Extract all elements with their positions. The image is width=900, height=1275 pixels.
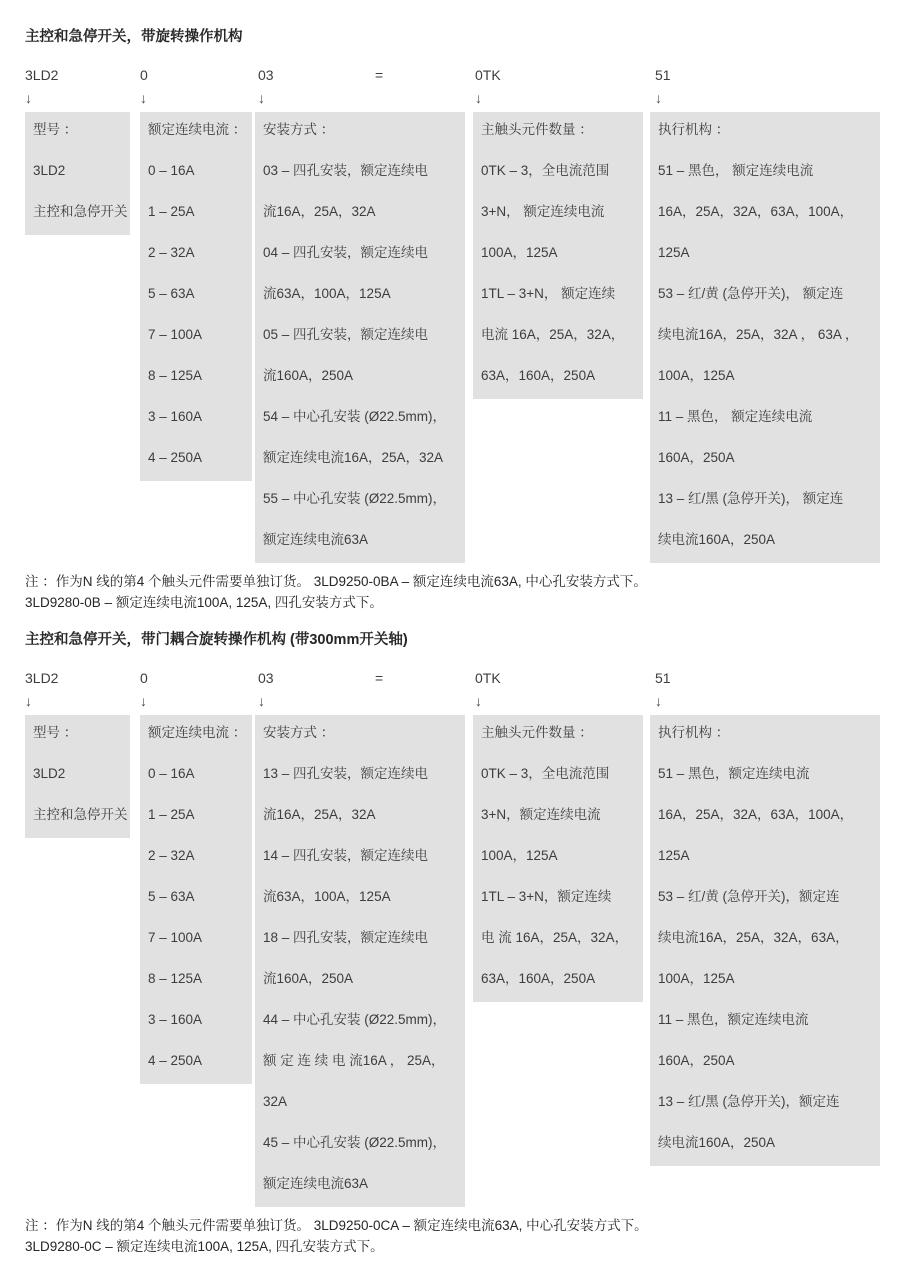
column-line: 额定连续电流63A [263, 1176, 369, 1191]
code-value: 0TK [475, 670, 501, 686]
code-part [375, 669, 383, 687]
code-row [25, 66, 880, 112]
code-value: 3LD2 [25, 67, 59, 83]
column-line: 额 定 连 续 电 流16A ， 25A， [263, 1053, 445, 1068]
column-line: 0TK – 3，全电流范围 [481, 163, 610, 178]
code-row [25, 669, 880, 715]
column-line: 100A，125A [481, 848, 558, 863]
column-line: 额定连续电流16A，25A，32A [263, 450, 444, 465]
column-line: 0 – 16A [148, 163, 195, 178]
legend-column-model [25, 715, 130, 838]
code-part [655, 669, 671, 710]
column-line: 04 – 四孔安装，额定连续电 [263, 245, 429, 260]
section-title: 主控和急停开关，带旋转操作机构 [25, 29, 243, 45]
code-part [475, 669, 501, 710]
column-line: 100A，125A [658, 971, 735, 986]
column-line: 电 流 16A，25A，32A， [481, 930, 629, 945]
code-part [140, 669, 148, 710]
column-line: 3 – 160A [148, 409, 203, 424]
down-arrow-icon: ↓ [475, 693, 482, 709]
code-part [475, 66, 501, 107]
column-line: 电流 16A，25A，32A， [481, 327, 625, 342]
column-line: 1 – 25A [148, 204, 195, 219]
column-line: 16A，25A，32A，63A，100A， [658, 807, 854, 822]
column-line: 11 – 黑色， 额定连续电流 [658, 409, 813, 424]
legend-column-model [25, 112, 130, 235]
note-line: 3LD9280-0C – 额定连续电流100A, 125A, 四孔安装方式下。 [25, 1239, 384, 1254]
column-line: 18 – 四孔安装，额定连续电 [263, 930, 429, 945]
column-line: 1TL – 3+N，额定连续 [481, 889, 612, 904]
column-line: 5 – 63A [148, 889, 195, 904]
column-line: 主控和急停开关 [33, 807, 128, 822]
column-line: 3 – 160A [148, 1012, 203, 1027]
legend-column-mounting-type [255, 112, 465, 563]
column-line: 51 – 黑色， 额定连续电流 [658, 163, 814, 178]
down-arrow-icon: ↓ [140, 90, 147, 106]
legend-column-rated-current [140, 715, 252, 1084]
column-line: 流16A，25A，32A [263, 204, 376, 219]
column-header: 安装方式 ： [263, 725, 335, 740]
column-line: 13 – 红/黑 (急停开关)， 额定连 [658, 491, 844, 506]
column-line: 3LD2 [33, 766, 66, 781]
code-value: 03 [258, 670, 274, 686]
column-header: 安装方式 ： [263, 122, 335, 137]
column-header: 执行机构 ： [658, 725, 730, 740]
column-line: 14 – 四孔安装，额定连续电 [263, 848, 429, 863]
column-line: 11 – 黑色，额定连续电流 [658, 1012, 809, 1027]
column-line: 03 – 四孔安装，额定连续电 [263, 163, 429, 178]
code-part [140, 66, 148, 107]
note-line: 3LD9280-0B – 额定连续电流100A, 125A, 四孔安装方式下。 [25, 595, 383, 610]
column-header: 额定连续电流 ： [148, 122, 247, 137]
column-line: 流160A，250A [263, 368, 354, 383]
code-value: 3LD2 [25, 670, 59, 686]
column-line: 100A，125A [481, 245, 558, 260]
column-line: 流16A，25A，32A [263, 807, 376, 822]
column-line: 05 – 四孔安装，额定连续电 [263, 327, 429, 342]
column-line: 160A，250A [658, 1053, 735, 1068]
column-line: 流63A，100A，125A [263, 286, 391, 301]
column-line: 54 – 中心孔安装 (Ø22.5mm)， [263, 409, 447, 424]
column-line: 63A，160A，250A [481, 368, 596, 383]
code-part [375, 66, 383, 84]
down-arrow-icon: ↓ [258, 90, 265, 106]
column-line: 7 – 100A [148, 930, 203, 945]
code-part [25, 66, 58, 107]
column-line: 3LD2 [33, 163, 66, 178]
column-line: 44 – 中心孔安装 (Ø22.5mm)， [263, 1012, 447, 1027]
note-line: 注 ：作为N 线的第4 个触头元件需要单独订货。 3LD9250-0BA – 额定连续电流63A, 中心孔安装方式下。 [25, 574, 647, 589]
code-value: 0 [140, 670, 148, 686]
column-line: 1 – 25A [148, 807, 195, 822]
column-line: 160A，250A [658, 450, 735, 465]
column-line: 续电流160A，250A [658, 1135, 776, 1150]
note-line: 注 ：作为N 线的第4 个触头元件需要单独订货。 3LD9250-0CA – 额定连续电流63A, 中心孔安装方式下。 [25, 1218, 648, 1233]
section-notes [25, 1215, 880, 1257]
column-line: 0 – 16A [148, 766, 195, 781]
code-part [655, 66, 671, 107]
column-line: 续电流16A，25A，32A ， 63A ， [658, 327, 859, 342]
code-part [258, 669, 274, 710]
code-part [25, 669, 58, 710]
code-value: 0TK [475, 67, 501, 83]
column-line: 7 – 100A [148, 327, 203, 342]
column-line: 13 – 红/黑 (急停开关)，额定连 [658, 1094, 840, 1109]
code-value: = [375, 67, 384, 83]
code-value: 03 [258, 67, 274, 83]
down-arrow-icon: ↓ [655, 693, 662, 709]
order-code-section [25, 28, 880, 613]
legend-column-main-contact-count [473, 112, 643, 399]
column-line: 3+N，额定连续电流 [481, 807, 601, 822]
column-line: 2 – 32A [148, 245, 195, 260]
column-line: 5 – 63A [148, 286, 195, 301]
column-header: 型号 ： [33, 122, 78, 137]
column-line: 4 – 250A [148, 450, 203, 465]
column-line: 13 – 四孔安装，额定连续电 [263, 766, 429, 781]
legend-columns [25, 715, 880, 1207]
code-value: 51 [655, 670, 671, 686]
column-line: 16A，25A，32A，63A，100A， [658, 204, 854, 219]
down-arrow-icon: ↓ [258, 693, 265, 709]
legend-column-rated-current [140, 112, 252, 481]
down-arrow-icon: ↓ [25, 90, 32, 106]
column-line: 32A [263, 1094, 288, 1109]
legend-columns [25, 112, 880, 563]
code-value: 0 [140, 67, 148, 83]
column-line: 125A [658, 848, 690, 863]
column-header: 额定连续电流 ： [148, 725, 247, 740]
column-line: 3+N， 额定连续电流 [481, 204, 605, 219]
column-line: 63A，160A，250A [481, 971, 596, 986]
section-title: 主控和急停开关，带门耦合旋转操作机构 (带300mm开关轴) [25, 632, 408, 648]
code-value: = [375, 670, 384, 686]
order-code-section [25, 631, 880, 1257]
legend-column-actuator [650, 715, 880, 1166]
column-line: 53 – 红/黄 (急停开关)，额定连 [658, 889, 840, 904]
column-line: 续电流16A，25A，32A，63A， [658, 930, 849, 945]
column-line: 1TL – 3+N， 额定连续 [481, 286, 616, 301]
column-line: 53 – 红/黄 (急停开关)， 额定连 [658, 286, 844, 301]
column-line: 流63A，100A，125A [263, 889, 391, 904]
column-line: 51 – 黑色，额定连续电流 [658, 766, 810, 781]
down-arrow-icon: ↓ [25, 693, 32, 709]
column-header: 执行机构 ： [658, 122, 730, 137]
legend-column-main-contact-count [473, 715, 643, 1002]
column-header: 型号 ： [33, 725, 78, 740]
column-header: 主触头元件数量 ： [481, 122, 593, 137]
column-line: 流160A，250A [263, 971, 354, 986]
down-arrow-icon: ↓ [475, 90, 482, 106]
column-line: 主控和急停开关 [33, 204, 128, 219]
column-line: 额定连续电流63A [263, 532, 369, 547]
section-notes [25, 571, 880, 613]
down-arrow-icon: ↓ [655, 90, 662, 106]
code-value: 51 [655, 67, 671, 83]
code-part [258, 66, 274, 107]
legend-column-actuator [650, 112, 880, 563]
column-line: 续电流160A，250A [658, 532, 776, 547]
column-line: 125A [658, 245, 690, 260]
down-arrow-icon: ↓ [140, 693, 147, 709]
column-line: 8 – 125A [148, 368, 203, 383]
column-line: 2 – 32A [148, 848, 195, 863]
column-line: 45 – 中心孔安装 (Ø22.5mm)， [263, 1135, 447, 1150]
column-line: 55 – 中心孔安装 (Ø22.5mm)， [263, 491, 447, 506]
column-line: 4 – 250A [148, 1053, 203, 1068]
column-header: 主触头元件数量 ： [481, 725, 593, 740]
column-line: 0TK – 3，全电流范围 [481, 766, 610, 781]
column-line: 100A，125A [658, 368, 735, 383]
column-line: 8 – 125A [148, 971, 203, 986]
legend-column-mounting-type [255, 715, 465, 1207]
